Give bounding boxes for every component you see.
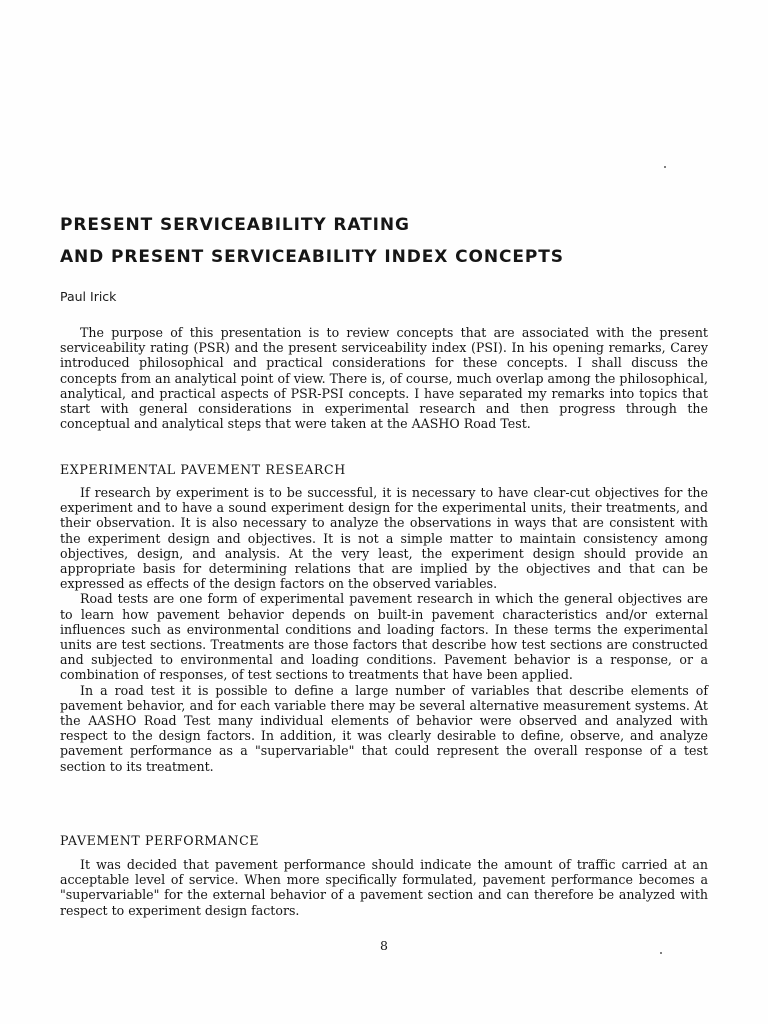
document-title-line-2: AND PRESENT SERVICEABILITY INDEX CONCEPTS bbox=[60, 247, 564, 267]
scan-speck bbox=[660, 952, 662, 954]
section-body-experimental-research bbox=[60, 485, 708, 774]
intro-paragraph: The purpose of this presentation is to review concepts that are associated with the present serviceability rating (PSR) and the present serviceability index (PSI). In his opening remarks, Carey introduced philosophical and practical considerations for these concepts. I shall discuss the concepts from an analytical point of view. There is, of course, much overlap among the philosophical, analytical, and practical aspects of PSR-PSI concepts. I have separated my remarks into topics that start with general considerations in experimental research and then progress through the conceptual and analytical steps that were taken at the AASHO Road Test. bbox=[60, 325, 708, 432]
section-body-pavement-performance bbox=[60, 857, 708, 918]
paragraph: Road tests are one form of experimental pavement research in which the general objectives are to learn how pavement behavior depends on built-in pavement characteristics and/or external influences such as environmental conditions and loading factors. In these terms the experimental units are test sections. Treatments are those factors that describe how test sections are constructed and subjected to environmental and loading conditions. Pavement behavior is a response, or a combination of responses, of test sections to treatments that have been applied. bbox=[60, 591, 708, 683]
paragraph: In a road test it is possible to define a large number of variables that describe elements of pavement behavior, and for each variable there may be several alternative measurement systems. At the AASHO Road Test many individual elements of behavior were observed and analyzed with respect to the design factors. In addition, it was clearly desirable to define, observe, and analyze pavement performance as a "supervariable" that could represent the overall response of a test section to its treatment. bbox=[60, 682, 708, 774]
page-number: 8 bbox=[380, 938, 388, 953]
section-heading-pavement-performance: PAVEMENT PERFORMANCE bbox=[60, 833, 260, 848]
section-heading-experimental-research: EXPERIMENTAL PAVEMENT RESEARCH bbox=[60, 462, 346, 477]
document-title-line-1: PRESENT SERVICEABILITY RATING bbox=[60, 215, 410, 235]
author-name: Paul Irick bbox=[60, 289, 117, 304]
intro-block bbox=[60, 325, 708, 431]
scan-speck bbox=[664, 166, 666, 168]
paragraph: It was decided that pavement performance should indicate the amount of traffic carried at an acceptable level of service. When more specifically formulated, pavement performance becomes a "supervariable" for the external behavior of a pavement section and can therefore be analyzed with respect to experiment design factors. bbox=[60, 857, 708, 918]
paragraph: If research by experiment is to be successful, it is necessary to have clear-cut objectives for the experiment and to have a sound experiment design for the experimental units, their treatments, and their observation. It is also necessary to analyze the observations in ways that are consistent with the experiment design and objectives. It is not a simple matter to maintain consistency among objectives, design, and analysis. At the very least, the experiment design should provide an appropriate basis for determining relations that are implied by the objectives and that can be expressed as effects of the design factors on the observed variables. bbox=[60, 485, 708, 592]
